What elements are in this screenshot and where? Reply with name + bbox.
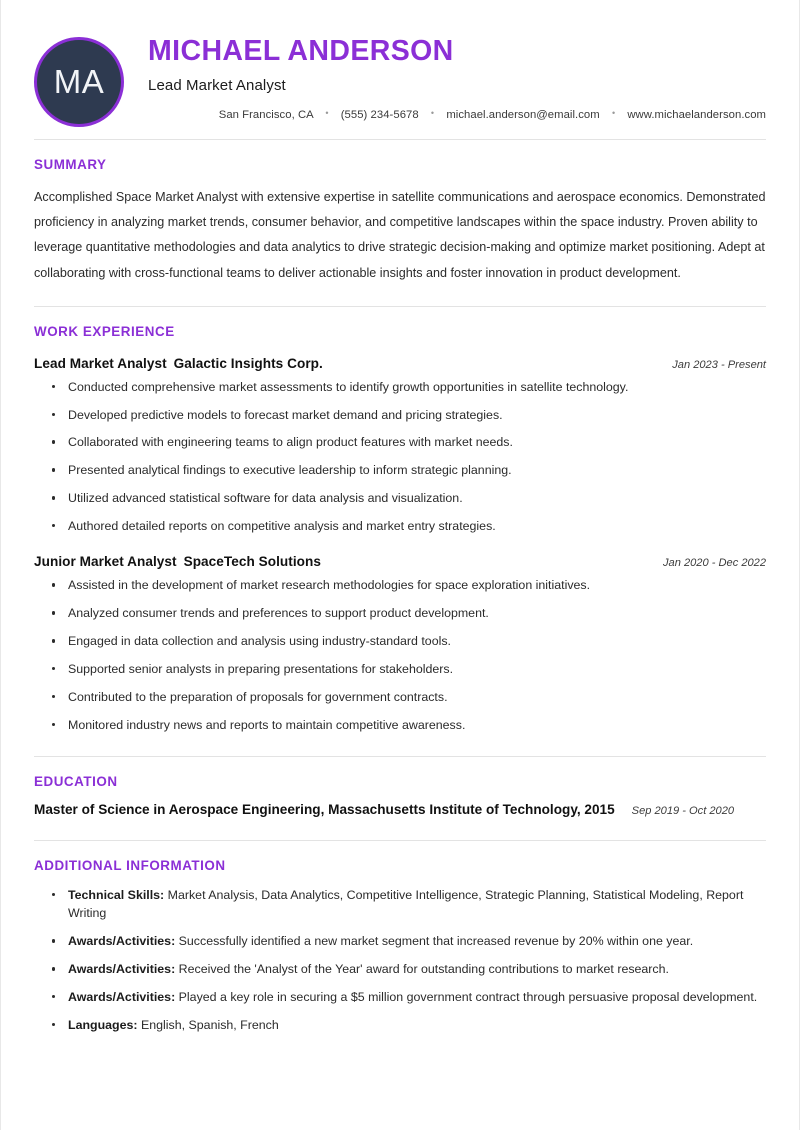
experience-position: Junior Market Analyst bbox=[34, 554, 177, 570]
experience-date: Jan 2023 - Present bbox=[672, 358, 766, 371]
contact-separator-icon: • bbox=[430, 107, 435, 118]
header-text-block bbox=[124, 33, 766, 121]
experience-date: Jan 2020 - Dec 2022 bbox=[663, 557, 766, 570]
info-label: Awards/Activities: bbox=[68, 962, 176, 977]
list-item: Monitored industry news and reports to maintain competitive awareness. bbox=[51, 716, 766, 734]
contact-line bbox=[148, 108, 766, 121]
list-item: Engaged in data collection and analysis using industry-standard tools. bbox=[51, 632, 766, 650]
section-summary bbox=[34, 140, 766, 306]
section-title-work-experience: WORK EXPERIENCE bbox=[34, 323, 175, 339]
list-item bbox=[51, 932, 766, 950]
experience-entry-header bbox=[34, 356, 766, 378]
page-title: MICHAEL ANDERSON bbox=[148, 35, 454, 67]
info-value: English, Spanish, French bbox=[141, 1017, 279, 1032]
experience-title-line bbox=[34, 356, 323, 371]
contact-email[interactable]: michael.anderson@email.com bbox=[446, 108, 600, 121]
info-value: Successfully identified a new market segment that increased revenue by 20% within one year. bbox=[178, 934, 694, 949]
info-value: Received the 'Analyst of the Year' award for outstanding contributions to market research. bbox=[178, 962, 669, 977]
contact-location: San Francisco, CA bbox=[218, 108, 314, 121]
section-work-experience bbox=[34, 307, 766, 756]
info-label: Languages: bbox=[68, 1017, 138, 1032]
info-label: Awards/Activities: bbox=[68, 934, 176, 949]
list-item: Analyzed consumer trends and preferences to support product development. bbox=[51, 604, 766, 622]
list-item: Developed predictive models to forecast market demand and pricing strategies. bbox=[51, 406, 766, 424]
education-degree: Master of Science in Aerospace Engineering, Massachusetts Institute of Technology, 2015 bbox=[34, 802, 615, 818]
section-title-additional-information: ADDITIONAL INFORMATION bbox=[34, 858, 226, 874]
list-item: Assisted in the development of market research methodologies for space exploration initiatives. bbox=[51, 576, 766, 594]
experience-company: SpaceTech Solutions bbox=[183, 554, 321, 570]
additional-information-list bbox=[34, 886, 766, 1034]
education-entry bbox=[34, 802, 766, 817]
contact-website[interactable]: www.michaelanderson.com bbox=[627, 108, 766, 121]
experience-title-line bbox=[34, 554, 321, 569]
list-item: Contributed to the preparation of proposals for government contracts. bbox=[51, 688, 766, 706]
list-item: Authored detailed reports on competitive analysis and market entry strategies. bbox=[51, 517, 766, 535]
info-label: Awards/Activities: bbox=[68, 990, 176, 1004]
experience-position: Lead Market Analyst bbox=[34, 355, 167, 371]
list-item bbox=[51, 960, 766, 978]
info-value: Market Analysis, Data Analytics, Competitive Intelligence, Strategic Planning, Statistical Modeling, Report Writing bbox=[68, 888, 744, 921]
list-item: Presented analytical findings to executive leadership to inform strategic planning. bbox=[51, 461, 766, 479]
section-additional-information bbox=[34, 841, 766, 1034]
section-title-summary: SUMMARY bbox=[34, 157, 107, 172]
resume-header bbox=[34, 0, 766, 139]
list-item bbox=[51, 988, 766, 1006]
summary-text: Accomplished Space Market Analyst with extensive expertise in satellite communications and aerospace economics. Demonstrated proficiency in analyzing market trends, consumer behavior, and competitive landscapes within the space industry. Proven ability to leverage quantitative methodologies and data analytics to drive strategic decision-making and optimize market positioning. Adept at collaborating with cross-functional teams to deliver actionable insights and foster innovation in product development. bbox=[34, 190, 766, 280]
list-item: Conducted comprehensive market assessments to identify growth opportunities in satellite technology. bbox=[51, 378, 766, 396]
contact-phone[interactable]: (555) 234-5678 bbox=[340, 108, 419, 121]
section-education bbox=[34, 757, 766, 840]
experience-entry bbox=[34, 535, 766, 734]
info-label: Technical Skills: bbox=[68, 888, 165, 903]
list-item: Utilized advanced statistical software for data analysis and visualization. bbox=[51, 489, 766, 507]
list-item: Supported senior analysts in preparing presentations for stakeholders. bbox=[51, 660, 766, 678]
contact-separator-icon: • bbox=[325, 107, 329, 118]
education-date: Sep 2019 - Oct 2020 bbox=[631, 805, 735, 818]
avatar bbox=[34, 37, 124, 127]
experience-entry bbox=[34, 352, 766, 536]
contact-separator-icon: • bbox=[611, 107, 616, 118]
experience-bullet-list bbox=[34, 378, 766, 536]
experience-entry-header bbox=[34, 554, 766, 576]
experience-company: Galactic Insights Corp. bbox=[173, 355, 323, 371]
job-role: Lead Market Analyst bbox=[148, 76, 286, 94]
experience-bullet-list bbox=[34, 576, 766, 734]
list-item bbox=[51, 886, 766, 923]
avatar-initials: MA bbox=[53, 63, 105, 100]
section-title-education: EDUCATION bbox=[34, 774, 118, 790]
list-item: Collaborated with engineering teams to align product features with market needs. bbox=[51, 433, 766, 451]
list-item bbox=[51, 1016, 766, 1034]
info-value: Played a key role in securing a $5 million government contract through persuasive proposal development. bbox=[178, 990, 758, 1004]
